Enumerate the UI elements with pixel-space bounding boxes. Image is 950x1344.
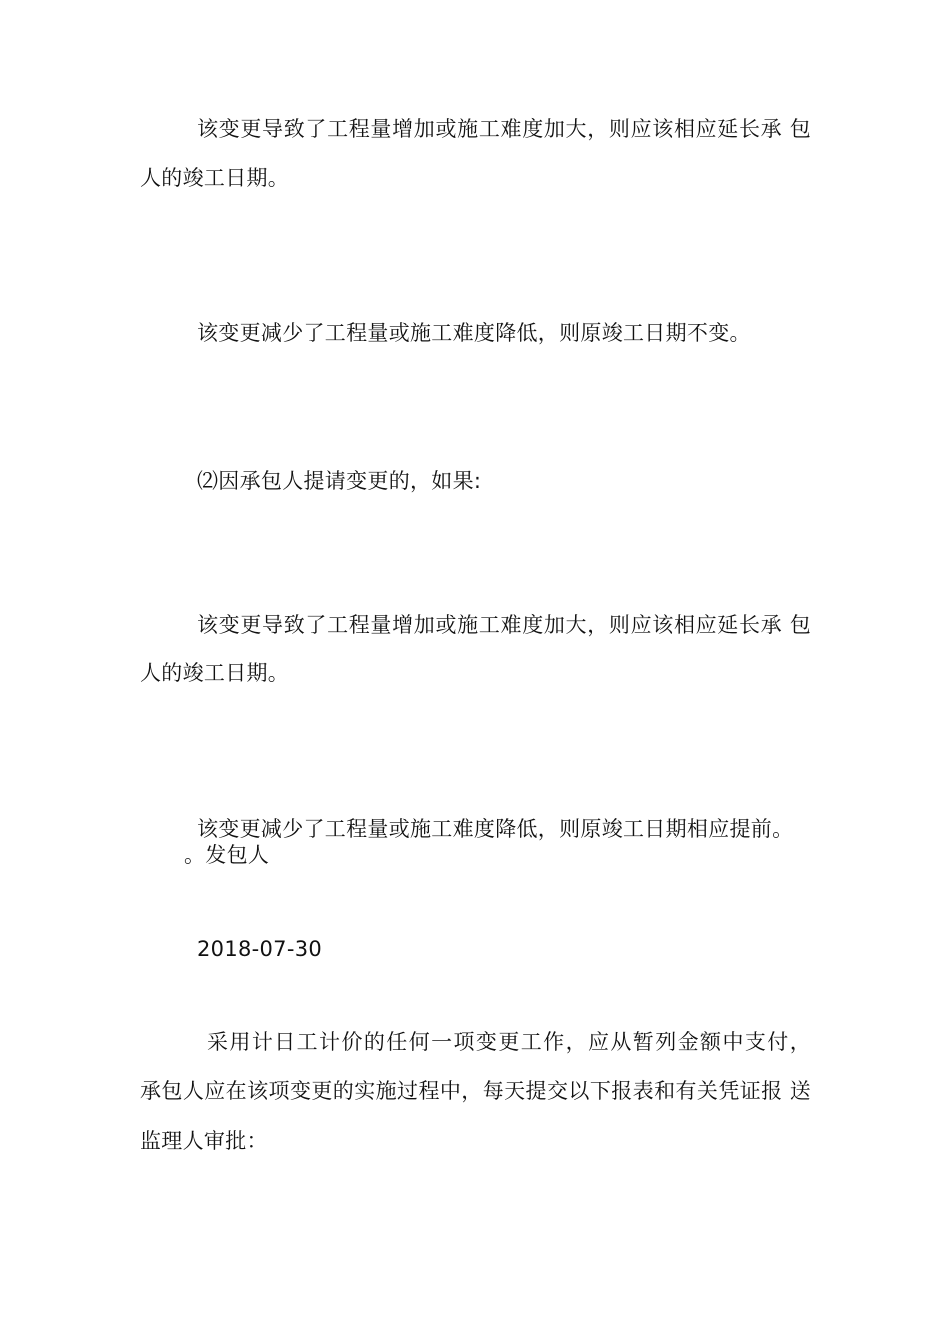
document-date: 2018-07-30 — [197, 937, 323, 961]
paragraph-7-line-1: 采用计日工计价的任何一项变更工作，应从暂列金额中支付， — [207, 1030, 811, 1054]
paragraph-1-line-2: 人的竣工日期。 — [140, 166, 290, 190]
paragraph-3: ⑵因承包人提请变更的，如果: — [197, 469, 482, 493]
paragraph-4-line-2: 人的竣工日期。 — [140, 661, 290, 685]
paragraph-5: 该变更减少了工程量或施工难度降低，则原竣工日期相应提前。 — [197, 817, 794, 841]
paragraph-1-line-1: 该变更导致了工程量增加或施工难度加大，则应该相应延长承 包 — [197, 117, 811, 141]
paragraph-6: 。发包人 — [184, 843, 270, 867]
paragraph-7-line-3: 监理人审批： — [140, 1129, 268, 1153]
paragraph-4-line-1: 该变更导致了工程量增加或施工难度加大，则应该相应延长承 包 — [197, 613, 811, 637]
paragraph-7-line-2: 承包人应在该项变更的实施过程中，每天提交以下报表和有关凭证报 送 — [140, 1079, 811, 1103]
paragraph-2: 该变更减少了工程量或施工难度降低，则原竣工日期不变。 — [197, 321, 751, 345]
